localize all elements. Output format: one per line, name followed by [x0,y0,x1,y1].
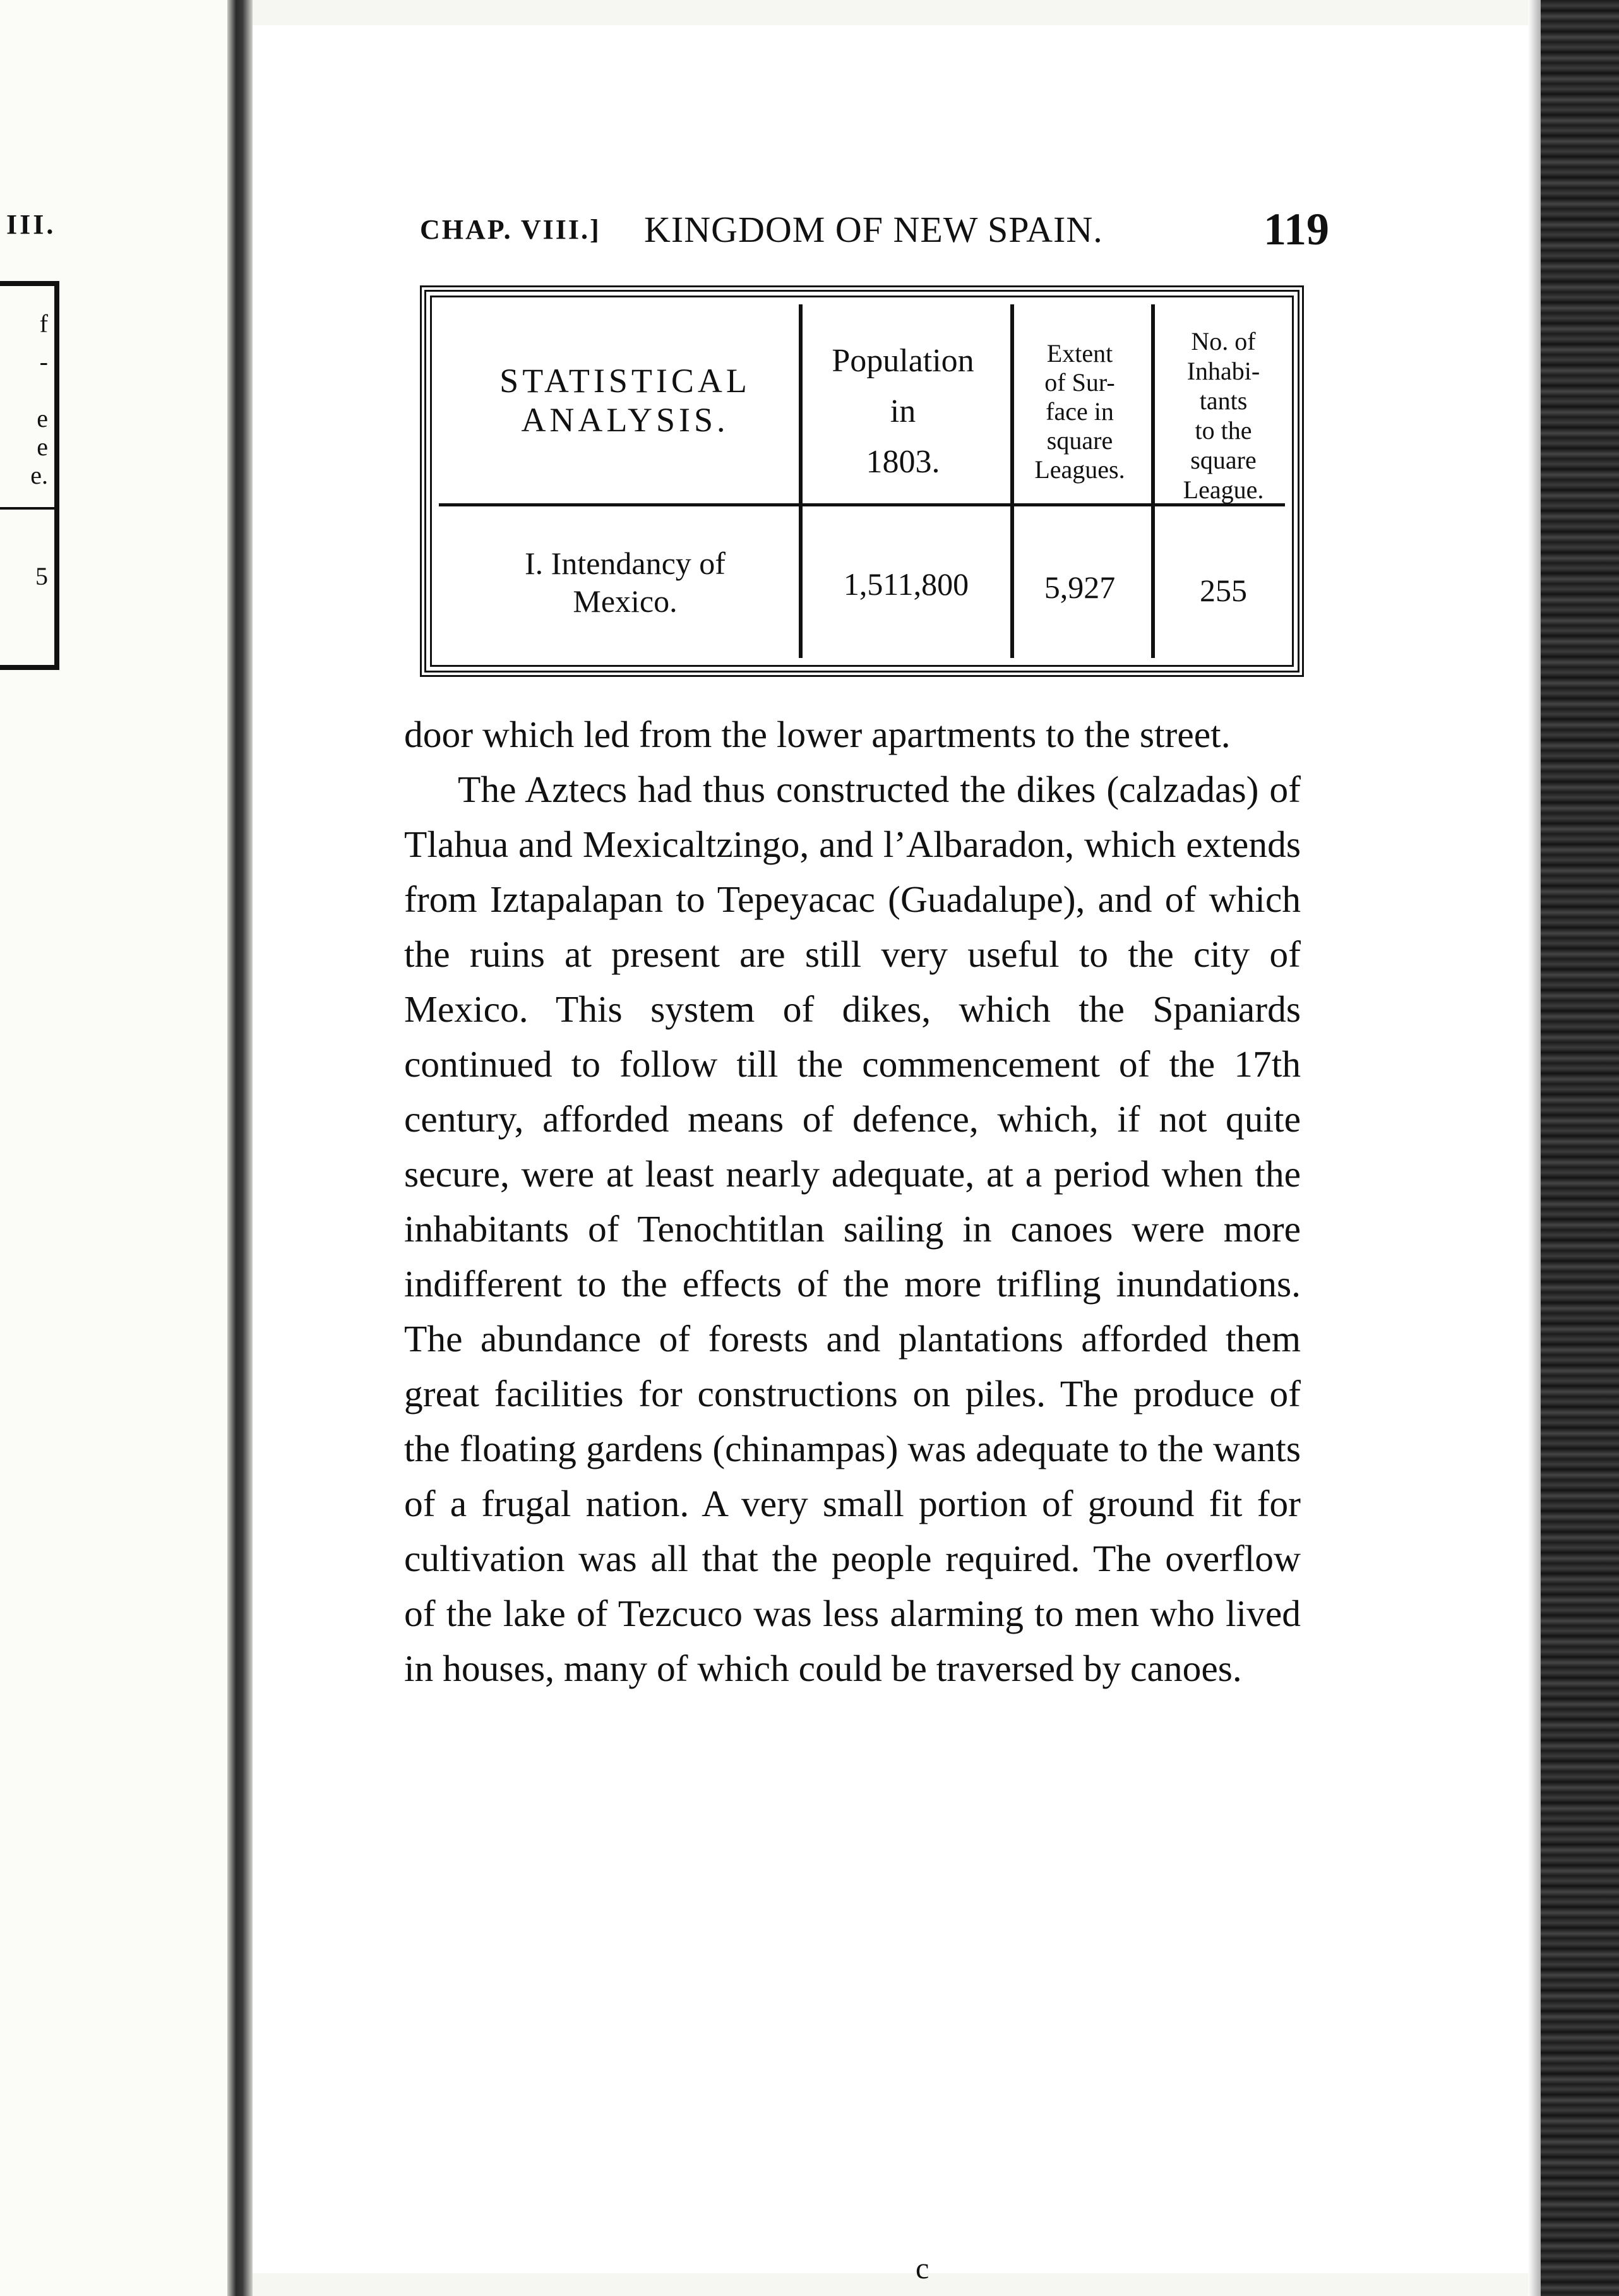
table-row-rule [439,503,1285,506]
table-column-rule [1151,304,1155,658]
left-page-table-fragment [0,281,59,670]
header-statistical-analysis: STATISTICAL ANALYSIS. [499,362,751,439]
left-table-cell: e [37,404,48,433]
header-line: square [1190,446,1257,474]
body-text [404,707,1301,1696]
page-number: 119 [1263,204,1329,254]
row-population: 1,511,800 [843,566,969,602]
row-inhabitants: 255 [1200,573,1247,608]
header-line: Inhabi- [1186,357,1260,385]
left-table-cell: - [39,347,48,376]
header-line: tants [1199,386,1248,415]
header-line: Extent [1046,339,1113,368]
header-line: No. of [1191,327,1256,356]
running-head [420,202,1329,259]
left-page-header-fragment: III. [6,209,56,240]
row-intendancy-name [445,544,805,620]
running-title: KINGDOM OF NEW SPAIN. [644,209,1103,250]
left-table-cell: f [39,309,48,338]
row-extent: 5,927 [1044,570,1116,605]
header-line: to the [1195,416,1252,445]
header-extent [1013,339,1146,484]
header-line: League. [1183,475,1264,504]
left-table-cell: e. [30,461,48,489]
left-page [0,0,229,2296]
header-line: face in [1046,397,1114,426]
row-name-line: I. Intendancy of [525,546,726,581]
book-edge [1541,0,1619,2296]
footer-mark: c [916,2252,929,2285]
statistical-table [420,285,1304,677]
header-line: square [1046,426,1113,455]
header-line: 1803. [866,444,940,480]
header-line: Population [832,343,974,379]
chapter-reference: CHAP. VIII.] [420,214,601,245]
book-gutter [227,0,253,2296]
paragraph-2: The Aztecs had thus constructed the dikes (calzadas) of Tlahua and Mexicaltzingo, and l’Albaradon, which extends from Iztapalapan to Tepeyacac (Guadalupe), and of which the ruins at present are still very useful to the city of Mexico. This system of dikes, which the Spaniards continued to follow till the commencement of the 17th century, afforded means of defence, which, if not quite secure, were at least nearly adequate, at a period when the inhabitants of Tenochtitlan sailing in canoes were more indifferent to the effects of the more trifling inundations. The abundance of forests and plantations afforded them great facilities for constructions on piles. The produce of the floating gardens (chinampas) was adequate to the wants of a frugal nation. A very small portion of ground fit for cultivation was all that the people required. The overflow of the lake of Tezcuco was less alarming to men who lived in houses, many of which could be traversed by canoes. [404,768,1301,1689]
header-population [802,336,1004,487]
row-name-line: Mexico. [573,583,678,619]
header-line: in [890,393,916,429]
header-line: Leagues. [1034,455,1125,484]
paragraph-1: door which led from the lower apartments to the street. [404,714,1231,755]
header-inhabitants [1159,326,1288,505]
left-table-rule [0,507,54,510]
left-table-cell: 5 [35,562,48,590]
left-table-cell: e [37,433,48,461]
header-line: of Sur- [1044,368,1115,397]
